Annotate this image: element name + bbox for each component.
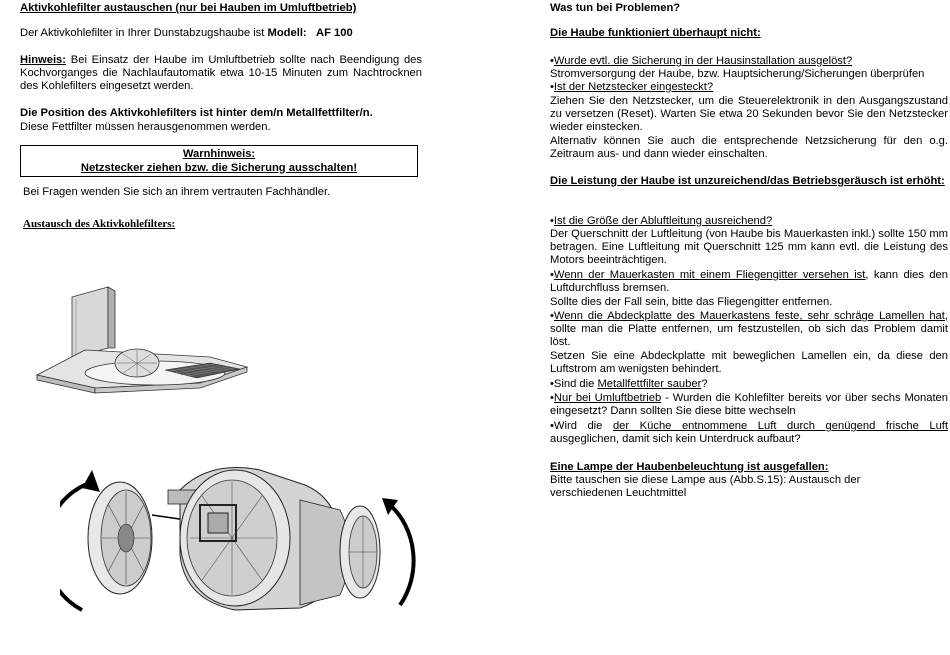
- s2-q4: •Sind die Metallfettfilter sauber?: [550, 378, 708, 390]
- s3-text: Bitte tauschen sie diese Lampe aus (Abb.S.15): Austausch der verschiedenen Leuchtmittel: [550, 474, 861, 500]
- warning-box: [20, 145, 418, 177]
- bullet-icon: •: [550, 269, 554, 281]
- filter-title: Aktivkohlefilter austauschen (nur bei Hauben im Umluftbetrieb): [20, 2, 357, 14]
- questions-text: Bei Fragen wenden Sie sich an ihrem vertrauten Fachhändler.: [23, 186, 331, 198]
- s2-a3: Setzen Sie eine Abdeckplatte mit beweglichen Lamellen ein, da diese den Luftstrom am wenigsten behindert.: [550, 350, 948, 376]
- s1-a2: Ziehen Sie den Netzstecker, um die Steuerelektronik in den Ausgangszustand zu versetzen (Reset). Warten Sie etwa 20 Sekunden bevor Sie den Netzstecker wieder einstecken.: [550, 95, 948, 134]
- position-text: Diese Fettfilter müssen herausgenommen werden.: [20, 121, 271, 133]
- hint-label: Hinweis:: [20, 54, 67, 66]
- s2-a1: Der Querschnitt der Luftleitung (von Haube bis Mauerkasten inkl.) sollte 150 mm betragen. Eine Luftleitung mit Querschnitt 125 mm kann evtl. die Leistung des Motors beeinträchtigen.: [550, 228, 948, 267]
- s1-q1: •Wurde evtl. die Sicherung in der Hausinstallation ausgelöst?: [550, 55, 853, 67]
- motor-illustration: [60, 460, 420, 620]
- s2-q5: •Nur bei Umluftbetrieb - Wurden die Kohlefilter bereits vor über sechs Monaten eingesetzt? Dann sollten Sie diese bitte wechseln: [550, 392, 948, 418]
- s2-heading: Die Leistung der Haube ist unzureichend/das Betriebsgeräusch ist erhöht:: [550, 175, 945, 187]
- s1-a1: Stromversorgung der Haube, bzw. Hauptsicherung/Sicherungen überprüfen: [550, 68, 925, 80]
- model-value: AF 100: [315, 27, 353, 39]
- model-label: Modell:: [267, 27, 307, 39]
- s1-a3: Alternativ können Sie auch die entsprechende Netzsicherung für den o.g. Zeitraum aus- und dann wieder einschalten.: [550, 135, 948, 161]
- s2-q1: •Ist die Größe der Abluftleitung ausreichend?: [550, 215, 773, 227]
- s1-heading: Die Haube funktioniert überhaupt nicht:: [550, 27, 761, 39]
- s2-q3: •Wenn die Abdeckplatte des Mauerkastens feste, sehr schräge Lamellen hat, sollte man die Platte entfernen, um festzustellen, ob sich das Problem damit löst.: [550, 310, 948, 349]
- position-heading: Die Position des Aktivkohlefilters ist hinter dem/n Metallfettfilter/n.: [20, 107, 373, 119]
- hint-text: Bei Einsatz der Haube im Umluftbetrieb sollte nach Beendigung des Kochvorganges die Nachlaufautomatik etwa 10-15 Minuten zum Nachtrocknen des Kohlefilters eingesetzt werden.: [20, 54, 422, 93]
- bullet-icon: •: [550, 378, 554, 390]
- model-prefix: Der Aktivkohlefilter in Ihrer Dunstabzugshaube ist: [20, 27, 268, 39]
- s2-q2: •Wenn der Mauerkasten mit einem Fliegengitter versehen ist, kann dies den Luftdurchfluss bremsen.: [550, 269, 948, 295]
- bullet-icon: •: [550, 420, 554, 432]
- s2-q6: •Wird die der Küche entnommene Luft durch genügend frische Luft ausgeglichen, damit sich kein Unterdruck aufbaut?: [550, 420, 949, 446]
- hint-paragraph: [20, 54, 422, 94]
- s3-heading: Eine Lampe der Haubenbeleuchtung ist ausgefallen:: [550, 461, 829, 473]
- model-line: [20, 27, 422, 40]
- replace-heading: Austausch des Aktivkohlefilters:: [23, 218, 176, 230]
- bullet-icon: •: [550, 215, 554, 227]
- bullet-icon: •: [550, 310, 554, 322]
- problems-title: Was tun bei Problemen?: [550, 2, 681, 14]
- bullet-icon: •: [550, 392, 554, 404]
- s1-q2: •Ist der Netzstecker eingesteckt?: [550, 81, 714, 93]
- bullet-icon: •: [550, 81, 554, 93]
- hood-illustration: [25, 285, 255, 400]
- s2-a2: Sollte dies der Fall sein, bitte das Fliegengitter entfernen.: [550, 296, 833, 308]
- warning-title: Warnhinweis:: [182, 148, 256, 160]
- bullet-icon: •: [550, 55, 554, 67]
- rotate-arrow-left-icon: [82, 470, 100, 492]
- warning-text: Netzstecker ziehen bzw. die Sicherung ausschalten!: [80, 161, 358, 174]
